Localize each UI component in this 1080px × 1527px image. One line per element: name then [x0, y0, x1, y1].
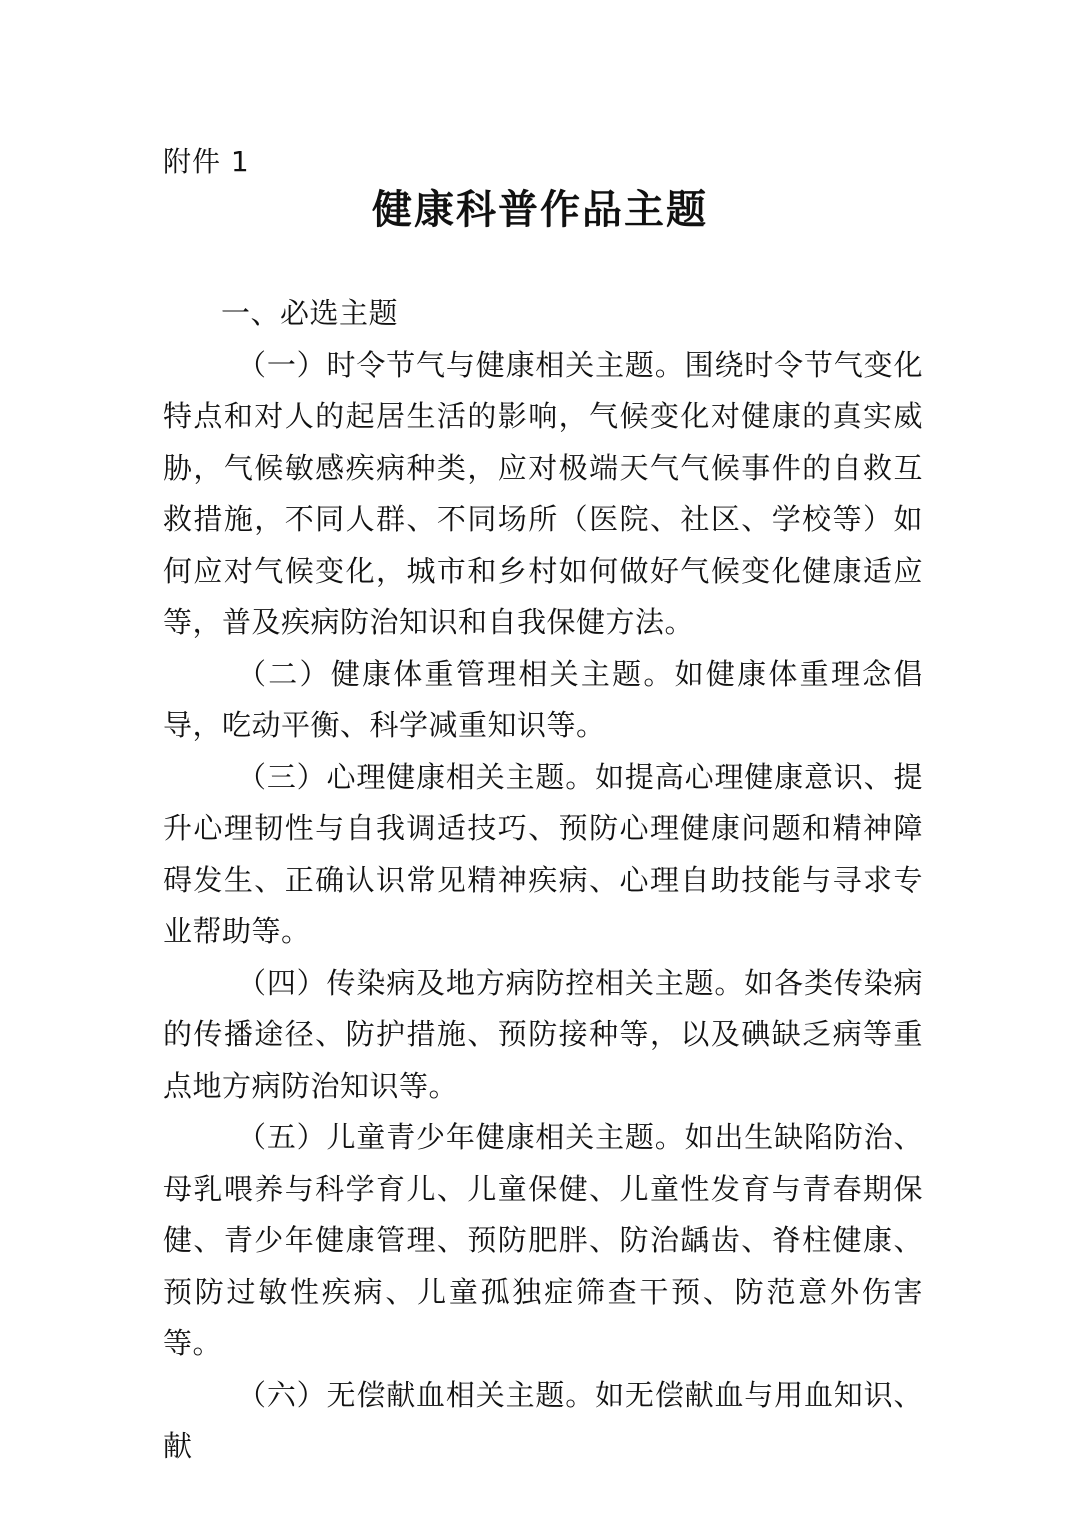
topic-marker: （四）	[237, 965, 327, 1000]
topic-item-4	[163, 958, 923, 1113]
topic-heading: 心理健康相关主题。	[326, 759, 596, 794]
topic-heading: 儿童青少年健康相关主题。	[326, 1120, 685, 1154]
topic-item-1	[163, 340, 923, 649]
topic-text: 围绕时令节气变化特点和对人的起居生活的影响，气候变化对健康的真实威胁，气候敏感疾病种类，应对极端天气气候事件的自救互救措施，不同人群、不同场所（医院、社区、学校等）如何应对气候变化，城市和乡村如何做好气候变化健康适应等，普及疾病防治知识和自我保健方法。	[163, 347, 923, 639]
topic-heading: 无偿献血相关主题。	[326, 1377, 596, 1412]
topic-text: 如无偿献血与用血知识、献	[163, 1377, 923, 1463]
topic-marker: （二）	[237, 656, 331, 691]
attachment-label: 附件 1	[163, 145, 250, 178]
topic-text: 如健康体重理念倡导，吃动平衡、科学减重知识等。	[163, 656, 923, 742]
document-body	[163, 288, 923, 1473]
topic-item-3	[163, 752, 923, 958]
topic-text: 如提高心理健康意识、提升心理韧性与自我调适技巧、预防心理健康问题和精神障碍发生、正确认识常见精神疾病、心理自助技能与寻求专业帮助等。	[163, 759, 923, 948]
topic-heading: 传染病及地方病防控相关主题。	[326, 965, 745, 1000]
topic-marker: （三）	[237, 759, 327, 794]
topic-marker: （一）	[237, 347, 327, 382]
topic-item-6	[163, 1370, 923, 1473]
section-heading: 一、必选主题	[221, 296, 399, 330]
topic-text: 如各类传染病的传播途径、防护措施、预防接种等，以及碘缺乏病等重点地方病防治知识等。	[163, 965, 923, 1103]
topic-heading: 健康体重管理相关主题。	[330, 656, 675, 691]
topic-marker: （五）	[237, 1120, 327, 1154]
topic-marker: （六）	[237, 1377, 327, 1412]
topic-item-5	[163, 1112, 923, 1370]
document-title: 健康科普作品主题	[372, 187, 708, 233]
topic-text: 如出生缺陷防治、母乳喂养与科学育儿、儿童保健、儿童性发育与青春期保健、青少年健康管理、预防肥胖、防治龋齿、脊柱健康、预防过敏性疾病、儿童孤独症筛查干预、防范意外伤害等。	[163, 1120, 923, 1360]
topic-heading: 时令节气与健康相关主题。	[326, 347, 685, 382]
topic-item-2	[163, 649, 923, 752]
